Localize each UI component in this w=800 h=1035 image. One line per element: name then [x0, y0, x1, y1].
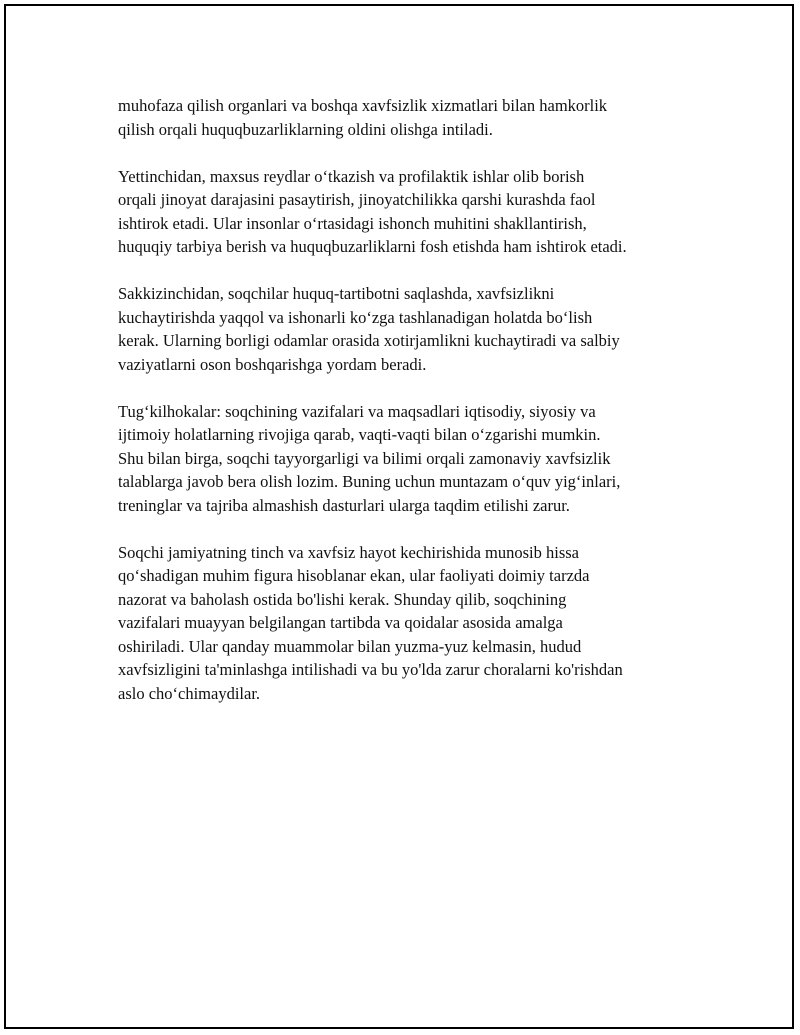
text-line: ishtirok etadi. Ular insonlar o‘rtasidagi ishonch muhitini shakllantirish,	[118, 213, 587, 233]
paragraph-2	[118, 165, 698, 259]
text-line: ijtimoiy holatlarning rivojiga qarab, vaqti-vaqti bilan o‘zgarishi mumkin.	[118, 425, 601, 444]
text-line: qilish orqali huquqbuzarliklarning oldini olishga intiladi.	[118, 119, 493, 139]
text-line: treninglar va tajriba almashish dasturlari ularga taqdim etilishi zarur.	[118, 495, 570, 515]
text-line: vazifalari muayyan belgilangan tartibda va qoidalar asosida amalga	[118, 613, 563, 632]
text-line: kuchaytirishda yaqqol va ishonarli ko‘zga tashlanadigan holatda bo‘lish	[118, 307, 593, 327]
text-line: muhofaza qilish organlari va boshqa xavfsizlik xizmatlari bilan hamkorlik	[118, 96, 608, 115]
text-line: talablarga javob bera olish lozim. Buning uchun muntazam o‘quv yig‘inlari,	[118, 472, 621, 491]
text-line: Shu bilan birga, soqchi tayyorgarligi va bilimi orqali zamonaviy xavfsizlik	[118, 448, 611, 468]
text-line: qo‘shadigan muhim figura hisoblanar ekan, ular faoliyati doimiy tarzda	[118, 566, 590, 585]
text-line: orqali jinoyat darajasini pasaytirish, jinoyatchilikka qarshi kurashda faol	[118, 190, 596, 209]
text-line: kerak. Ularning borligi odamlar orasida xotirjamlikni kuchaytiradi va salbiy	[118, 331, 620, 350]
text-line: huquqiy tarbiya berish va huquqbuzarliklarni fosh etishda ham ishtirok etadi.	[118, 237, 627, 256]
text-line: oshiriladi. Ular qanday muammolar bilan yuzma-yuz kelmasin, hudud	[118, 636, 582, 656]
text-line: Yettinchidan, maxsus reydlar o‘tkazish va profilaktik ishlar olib borish	[118, 166, 585, 186]
document-body	[118, 94, 698, 729]
paragraph-5	[118, 541, 698, 706]
paragraph-1	[118, 94, 698, 141]
text-line: Soqchi jamiyatning tinch va xavfsiz hayot kechirishida munosib hissa	[118, 542, 580, 562]
text-line: Sakkizinchidan, soqchilar huquq-tartibotni saqlashda, xavfsizlikni	[118, 284, 555, 303]
paragraph-4	[118, 400, 698, 518]
paragraph-3	[118, 282, 698, 376]
text-line: aslo cho‘chimaydilar.	[118, 683, 261, 703]
text-line: vaziyatlarni oson boshqarishga yordam beradi.	[118, 354, 427, 374]
text-line: xavfsizligini ta'minlashga intilishadi va bu yo'lda zarur choralarni ko'rishdan	[118, 660, 623, 679]
text-line: Tug‘kilhokalar: soqchining vazifalari va maqsadlari iqtisodiy, siyosiy va	[118, 401, 596, 421]
text-line: nazorat va baholash ostida bo'lishi kerak. Shunday qilib, soqchining	[118, 589, 567, 609]
